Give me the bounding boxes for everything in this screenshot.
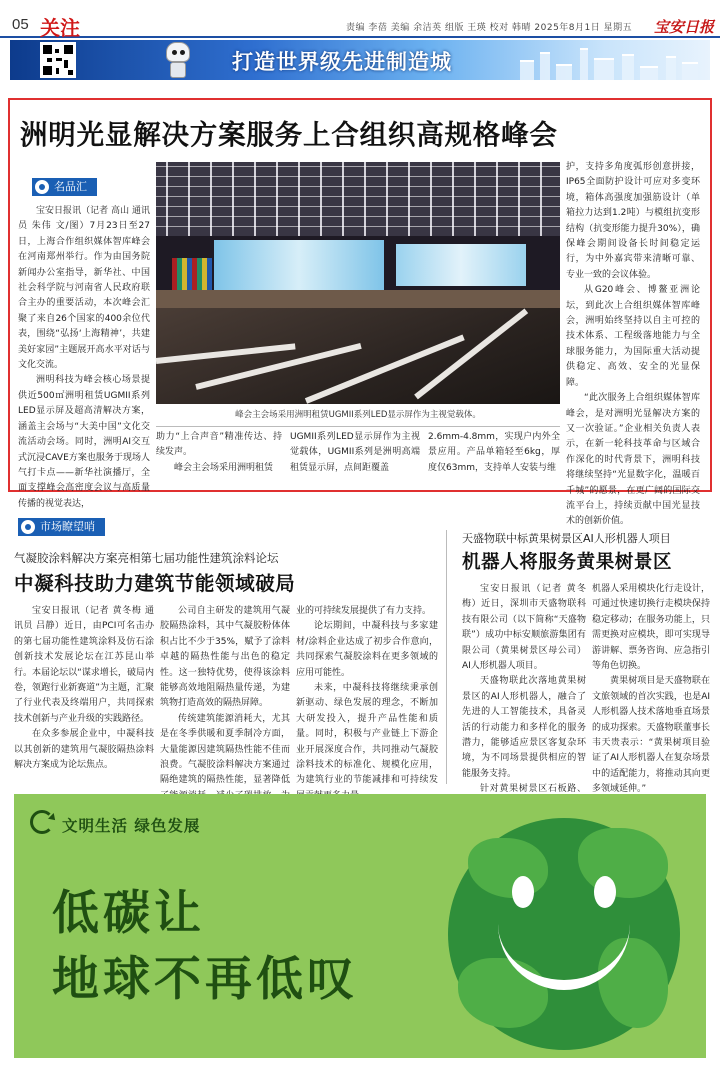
robot-tag-icon <box>20 519 36 535</box>
column-tag-market <box>18 518 105 536</box>
paragraph: UGMII系列LED显示屏作为主视觉载体，UGMII系列是洲明高端租赁显示屏，点间距覆盖 <box>290 432 420 473</box>
section-title: 关注 <box>40 16 80 40</box>
smiling-earth-icon <box>448 818 680 1050</box>
ad-slogan-line-1: 低碳让 <box>52 886 205 941</box>
featured-article-title[interactable]: 洲明光显解决方案服务上合组织高规格峰会 <box>20 119 558 151</box>
paragraph: 宝安日报讯（记者 黄冬梅 通讯员 吕静）近日，由PCI可名击办的第七届功能性建筑涂料及仿石涂创新技术发展论坛在江苏昆山举行。本届论坛以“谋求增长，破局内卷，领跑行业新赛道”为主题，汇聚了行业代表及终端用户，共同探索技术创新与产业升级的实践路径。 <box>14 606 154 724</box>
city-skyline-icon <box>510 44 710 80</box>
editors-line: 责编 李蓓 美编 余洁英 组版 王瑛 校对 韩晴 2025年8月1日 星期五 <box>346 23 633 33</box>
paragraph: 传统建筑能源消耗大，尤其是在冬季供暖和夏季制冷方面，大量能源因建筑隔热性能不佳而浪费。气凝胶涂料解决方案通过隔绝建筑的隔热性能，显著降低 <box>160 713 290 786</box>
left-article-col-3 <box>296 604 438 784</box>
robot-body-icon <box>170 62 186 78</box>
right-article-kicker: 天盛物联中标黄果树景区AI人形机器人项目 <box>462 532 671 545</box>
banner-title: 打造世界级先进制造城 <box>232 50 452 74</box>
paragraph: 从G20峰会、博鳌亚洲论坛，到此次上合组织媒体智库峰会，洲明始终坚持以自主可控的技术体系、工程级落地能力与全球服务能力，为国际重大活动提供稳定、高效、安全的光显保障。 <box>566 285 700 388</box>
column-tag <box>32 178 97 196</box>
paragraph: 针对黄果树景区石板路、 <box>480 784 586 795</box>
left-article-kicker: 气凝胶涂料解决方案亮相第七届功能性建筑涂料论坛 <box>14 551 279 565</box>
paragraph: 论坛期间，中凝科技与多家建材/涂料企业达成了初步合作意向，共同探索气凝胶涂料在更多领域的应用可能性。 <box>296 621 438 678</box>
page-number: 05 <box>12 16 29 33</box>
page-header <box>0 0 720 38</box>
paragraph: 黄果树项目是天盛物联在文旅领域的首次实践，也是AI人形机器人技术落地垂直场景的成功探索。天盛物联董事长韦天贵表示：“黄果树项目验证了AI人形机器人在复杂场景中的适配能力，将推动其向更多领域延伸。” <box>592 676 710 795</box>
featured-col-4 <box>428 430 560 476</box>
right-article-col-2 <box>592 582 710 795</box>
column-divider <box>446 530 447 784</box>
recycle-icon <box>30 810 54 834</box>
left-article-title[interactable]: 中凝科技助力建筑节能领域破局 <box>14 572 296 595</box>
paragraph: 公司自主研发的建筑用气凝胶隔热涂料，其中气凝胶粉体体积占比不少于35%，赋予了涂料卓越的隔热性能与出色的稳定性。这一独特优势，使得该涂料能够高效地阻隔热量传递，为建筑物打造高效的隔热屏障。 <box>160 606 290 709</box>
paragraph: 洲明科技为峰会核心场景提供近500㎡洲明租赁UGMII系列LED显示屏及超高清解决方案，涵盖主会场与“大美中国”文化交流活动会场。同时，洲明AI交互式沉浸CAVE方案也服务于现场人气打卡点——新华社演播厅，全面支撑峰会高密度会议与高质量传播的视觉表达， <box>18 375 150 509</box>
paragraph: 护，支持多角度弧形创意拼接，IP65全面防护设计可应对多变环境，箱体高强度加强筋设计（单箱拉力达到1.2吨）与模组抗变形结构（抗变形能力提升30%），确保峰会期间设备长时间稳定运行，为中外嘉宾带来清晰可靠、专业一致的会议体验。 <box>566 162 700 280</box>
green-life-ad <box>14 794 706 1058</box>
paragraph: 宝安日报讯（记者 高山 通讯员 朱伟 文/图）7月23日至27日，上海合作组织媒体智库峰会在河南郑州举行。作为由国务院新闻办公室指导，新华社、中国社会科学院与河南省人民政府联合主办的重要活动，本次峰会汇聚了来自26个国家的400余位代表，围绕“弘扬‘上海精神’，共建美好家园”主题展开高水平对话与文化交流。 <box>18 206 150 371</box>
right-article-title[interactable]: 机器人将服务黄果树景区 <box>462 552 673 573</box>
summit-photo <box>156 162 560 404</box>
ad-slogan-line-2: 地球不再低叹 <box>52 952 358 1007</box>
right-article-col-1 <box>462 582 586 795</box>
section-banner <box>10 40 710 80</box>
paragraph: 未来，中凝科技将继续秉承创新驱动、绿色发展的理念，不断加大研发投入，提升产品性能和质量。同时，积极与产业链上下游企业开展深度合作，共同推动气凝胶涂料技术的标准化、规模化应用，为建筑行业的节能减排和可持续发 <box>296 683 438 786</box>
paragraph: 机器人采用模块化行走设计，可通过快速切换行走模块保持稳定移动；在服务功能上，只需更换对应模块，即可实现导游讲解、票务咨询、应急指引等角色切换。 <box>592 584 710 672</box>
ad-header: 文明生活 绿色发展 <box>62 817 201 835</box>
paragraph: “此次服务上合组织媒体智库峰会，是对洲明光显解决方案的又一次验证。”企业相关负责人表示，在新一轮科技革命与区域合作深化的时代背景下，洲明科技将继续坚持“光显数字化，温暖百千城”的愿景，在更广阔的国际交流平台上，持续贡献中国光显技术的创新价值。 <box>566 393 700 527</box>
paragraph: 宝安日报讯（记者 黄冬梅）近日，深圳市天盛物联科技有限公司（以下简称“天盛物联”）成功中标安顺旅游集团有限公司（黄果树景区母公司）AI人形机器人项目。 <box>462 584 586 672</box>
featured-col-1 <box>18 204 150 509</box>
newspaper-logo: 宝安日报 <box>654 18 715 36</box>
qr-code-icon[interactable] <box>40 42 76 78</box>
photo-caption: 峰会主会场采用洲明租赁UGMII系列LED显示屏作为主视觉载体。 <box>235 410 481 420</box>
paragraph: 天盛物联此次落地黄果树景区的AI人形机器人，融合了先进的人工智能技术，具备灵活的行动能力和多样化的服务潜力，能够适应景区客复杂环境，为不同场景提供相应的智能服务支持。 <box>462 676 586 779</box>
robot-mascot-icon <box>166 42 190 62</box>
paragraph: 峰会主会场采用洲明租赁 <box>174 462 274 473</box>
featured-col-2 <box>156 430 282 476</box>
left-article-col-2 <box>160 604 290 784</box>
featured-col-3 <box>290 430 420 476</box>
featured-col-5 <box>566 160 700 527</box>
column-tag-label: 名品汇 <box>54 180 87 193</box>
column-tag-label: 市场瞭望哨 <box>40 520 95 533</box>
paragraph: 2.6mm-4.8mm，实现户内外全景应用。产品单箱轻至6kg，厚度仅63mm，支持单人安装与维 <box>428 432 560 473</box>
robot-tag-icon <box>34 179 50 195</box>
left-article-col-1 <box>14 604 154 784</box>
paragraph: 业的可持续发展提供了有力支持。 <box>296 606 432 616</box>
paragraph: 在众多参展企业中，中凝科技以其创新的建筑用气凝胶隔热涂料解决方案成为论坛焦点。 <box>14 729 154 771</box>
paragraph: 助力“上合声音”精准传达、持续发声。 <box>156 432 282 458</box>
